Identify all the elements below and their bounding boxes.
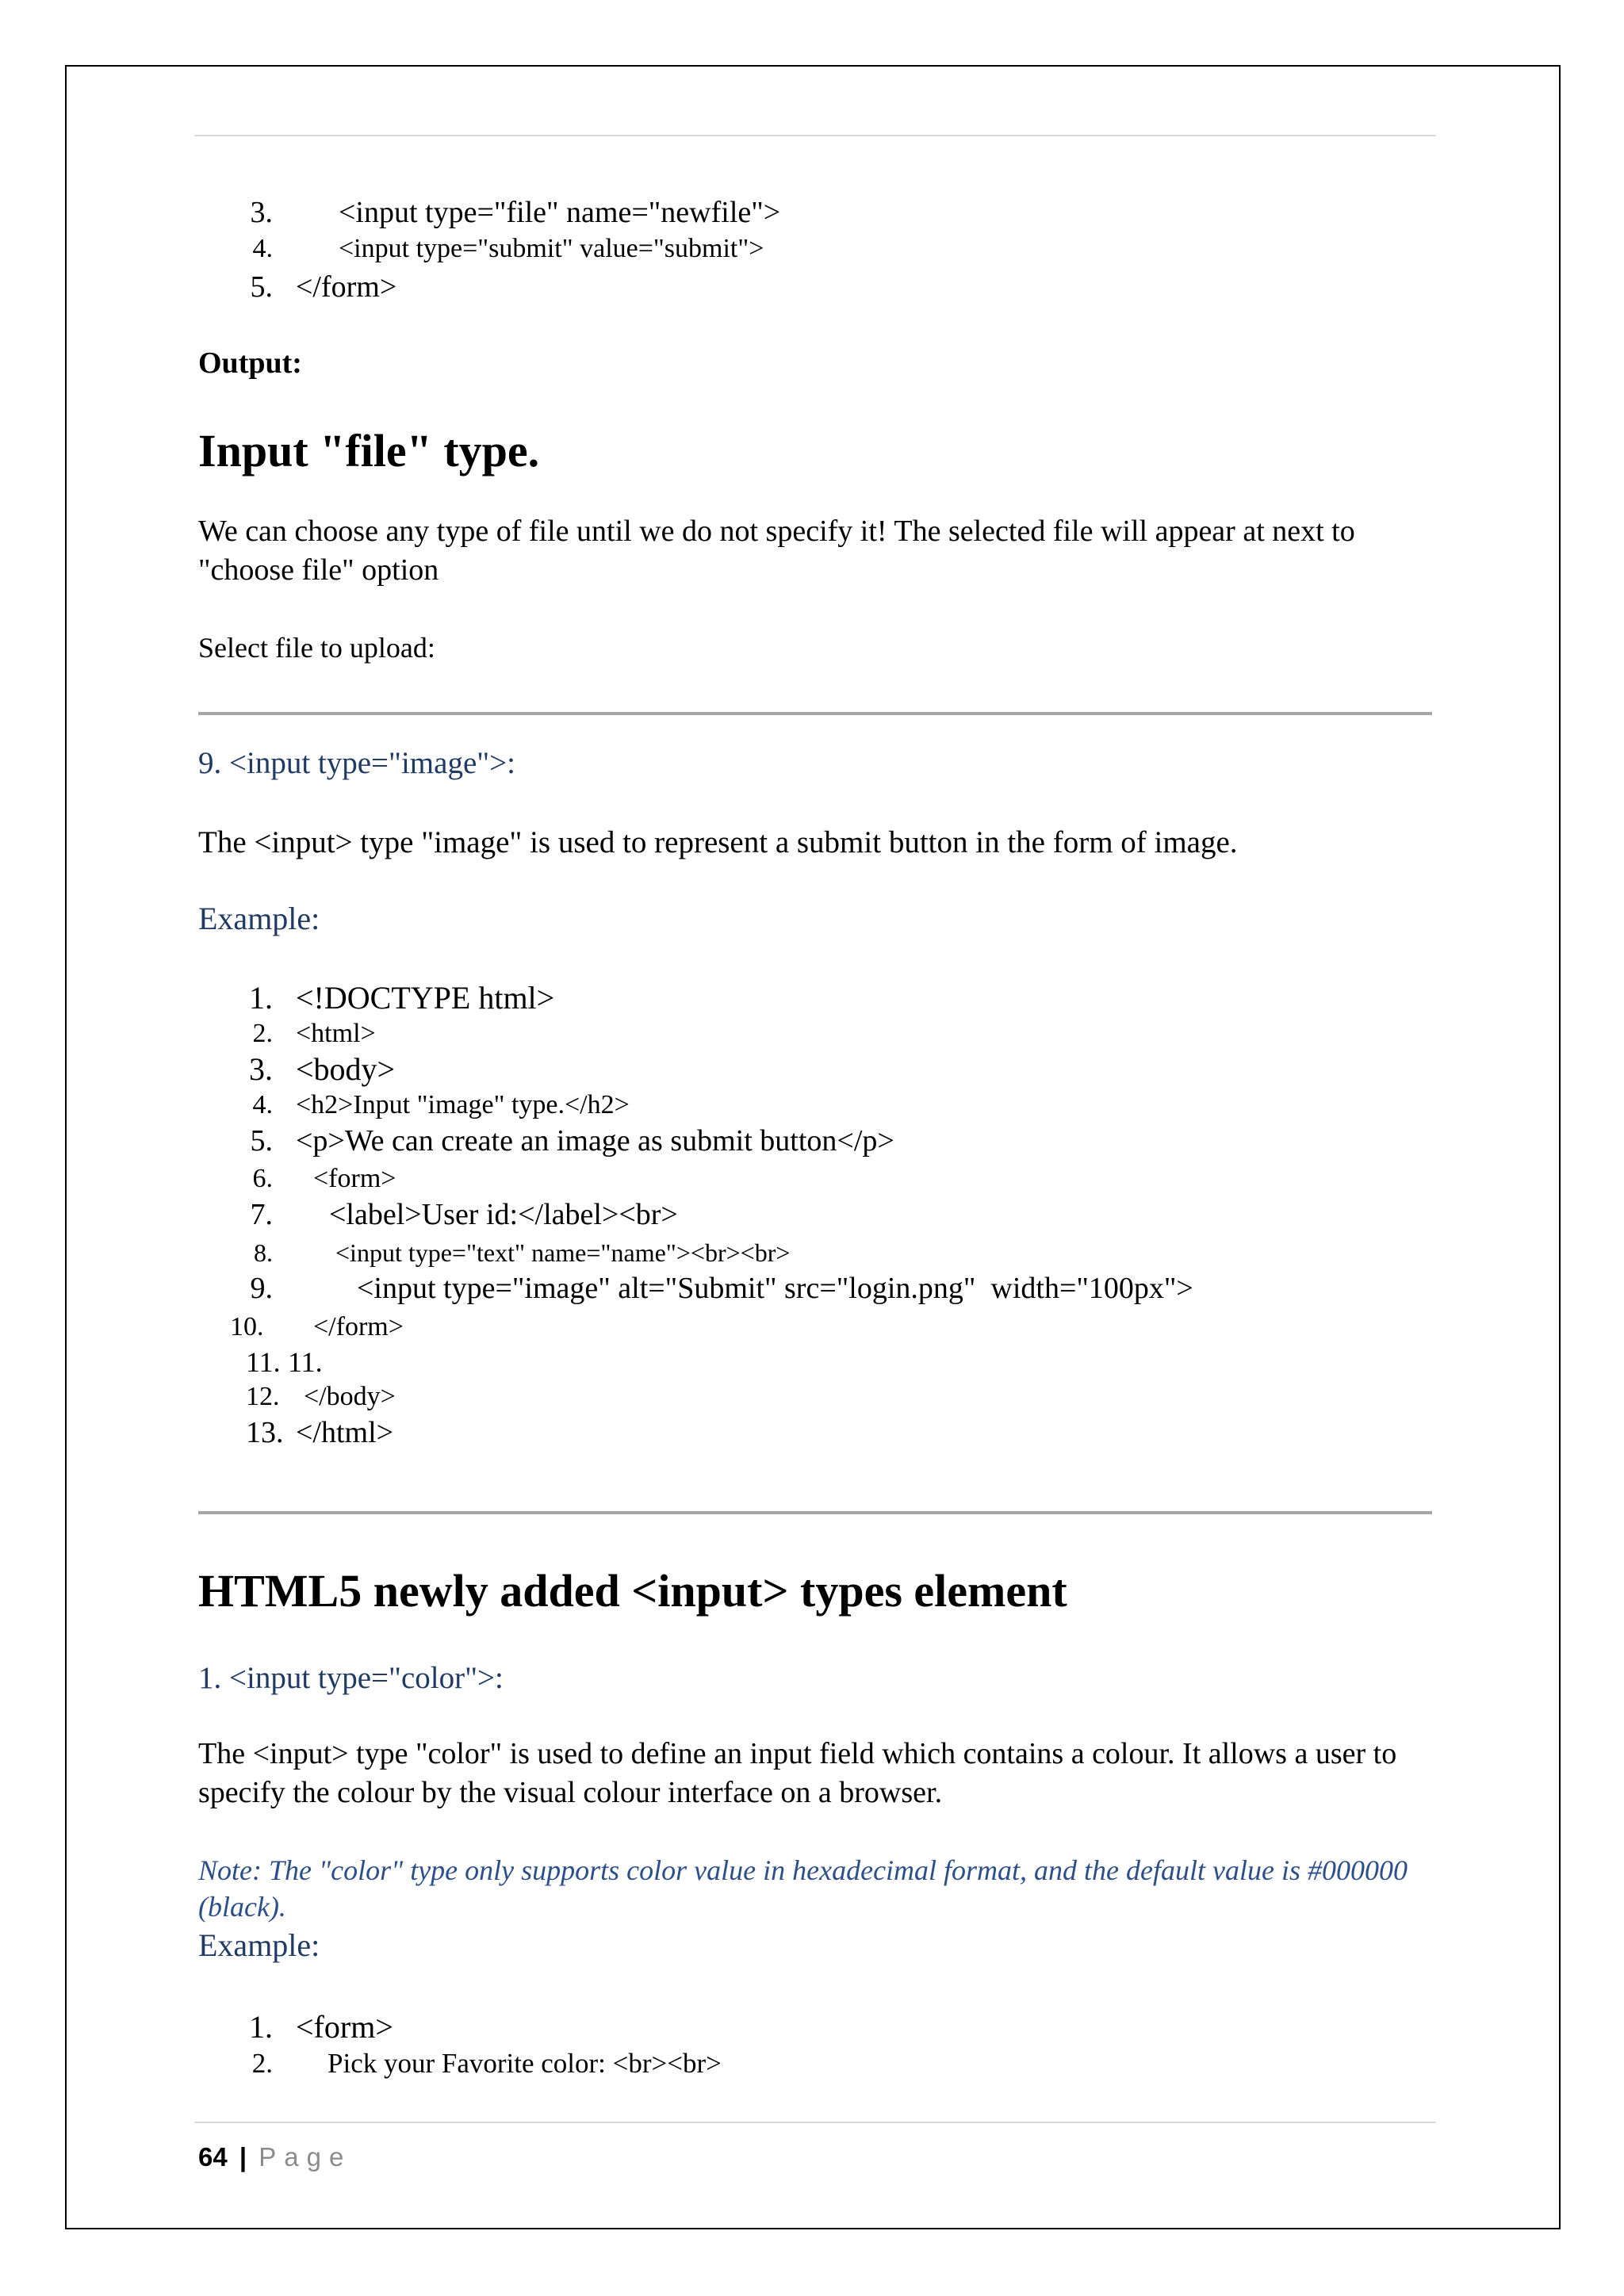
code-line: </form>: [296, 270, 397, 304]
section-divider: [198, 712, 1432, 715]
code-line-number: 6.: [252, 1164, 273, 1193]
code-line-number: 9.: [250, 1272, 273, 1305]
code-line: <p>We can create an image as submit button</p>: [296, 1124, 894, 1158]
header-rule: [194, 135, 1436, 136]
code-line-number: 10.: [230, 1312, 264, 1341]
section-9-example-label: Example:: [198, 901, 320, 936]
output-paragraph: We can choose any type of file until we do not specify it! The selected file will appear at next to "choose file" option: [198, 515, 1355, 587]
code-line: </body>: [304, 1382, 396, 1411]
code-line-number: 1.: [249, 980, 273, 1016]
section-divider: [198, 1511, 1432, 1514]
code-line-number: 1.: [249, 2009, 273, 2045]
code-line: <form>: [296, 2009, 393, 2045]
code-line-number: 4.: [252, 234, 273, 263]
html5-heading: HTML5 newly added <input> types element: [198, 1565, 1067, 1617]
page-footer: [198, 2142, 351, 2172]
color-section-description: The <input> type "color" is used to define an input field which contains a colour. It allows a user to specify the colour by the visual colour interface on a browser.: [198, 1737, 1397, 1809]
code-line-number: 5.: [250, 1124, 273, 1158]
color-type-note: Note: The "color" type only supports color value in hexadecimal format, and the default value is #000000 (black).: [198, 1854, 1408, 1923]
code-line-number: 2.: [252, 1019, 273, 1048]
code-line: </html>: [296, 1416, 394, 1449]
page-word: Page: [259, 2142, 352, 2172]
code-line: <form>: [313, 1164, 396, 1193]
code-line-number: 11.: [246, 1346, 281, 1378]
code-line: <input type="image" alt="Submit" src="login.png" width="100px">: [357, 1272, 1193, 1305]
code-line-number: 2.: [251, 2048, 273, 2079]
code-line: <input type="file" name="newfile">: [339, 196, 781, 229]
code-line: <html>: [296, 1019, 376, 1048]
code-line-number: 3.: [249, 1051, 273, 1087]
code-line-number: 8.: [254, 1238, 273, 1267]
code-line: 11.: [288, 1346, 323, 1378]
footer-rule: [194, 2122, 1436, 2123]
code-line: <input type="submit" value="submit">: [339, 234, 764, 263]
code-line-number: 3.: [250, 196, 273, 229]
page-number: 64: [198, 2142, 228, 2172]
code-line-number: 4.: [252, 1090, 273, 1119]
output-heading: Input "file" type.: [198, 425, 540, 476]
output-label: Output:: [198, 346, 302, 380]
code-line-number: 13.: [246, 1416, 284, 1449]
section-9-description: The <input> type "image" is used to represent a submit button in the form of image.: [198, 825, 1238, 859]
color-section-title: 1. <input type="color">:: [198, 1661, 504, 1695]
code-line: <label>User id:</label><br>: [329, 1198, 678, 1231]
code-line-number: 5.: [250, 270, 273, 304]
code-line-number: 12.: [246, 1382, 280, 1411]
code-line: <h2>Input "image" type.</h2>: [296, 1090, 630, 1119]
color-example-label: Example:: [198, 1927, 320, 1963]
code-line-number: 7.: [250, 1198, 273, 1231]
code-line: <body>: [296, 1051, 396, 1087]
footer-separator: |: [239, 2142, 247, 2172]
code-line: <input type="text" name="name"><br><br>: [335, 1238, 791, 1267]
code-line: Pick your Favorite color: <br><br>: [327, 2048, 722, 2079]
code-line: </form>: [313, 1312, 404, 1341]
select-file-text: Select file to upload:: [198, 632, 435, 664]
code-line: <!DOCTYPE html>: [296, 980, 555, 1016]
section-9-title: 9. <input type="image">:: [198, 746, 516, 780]
